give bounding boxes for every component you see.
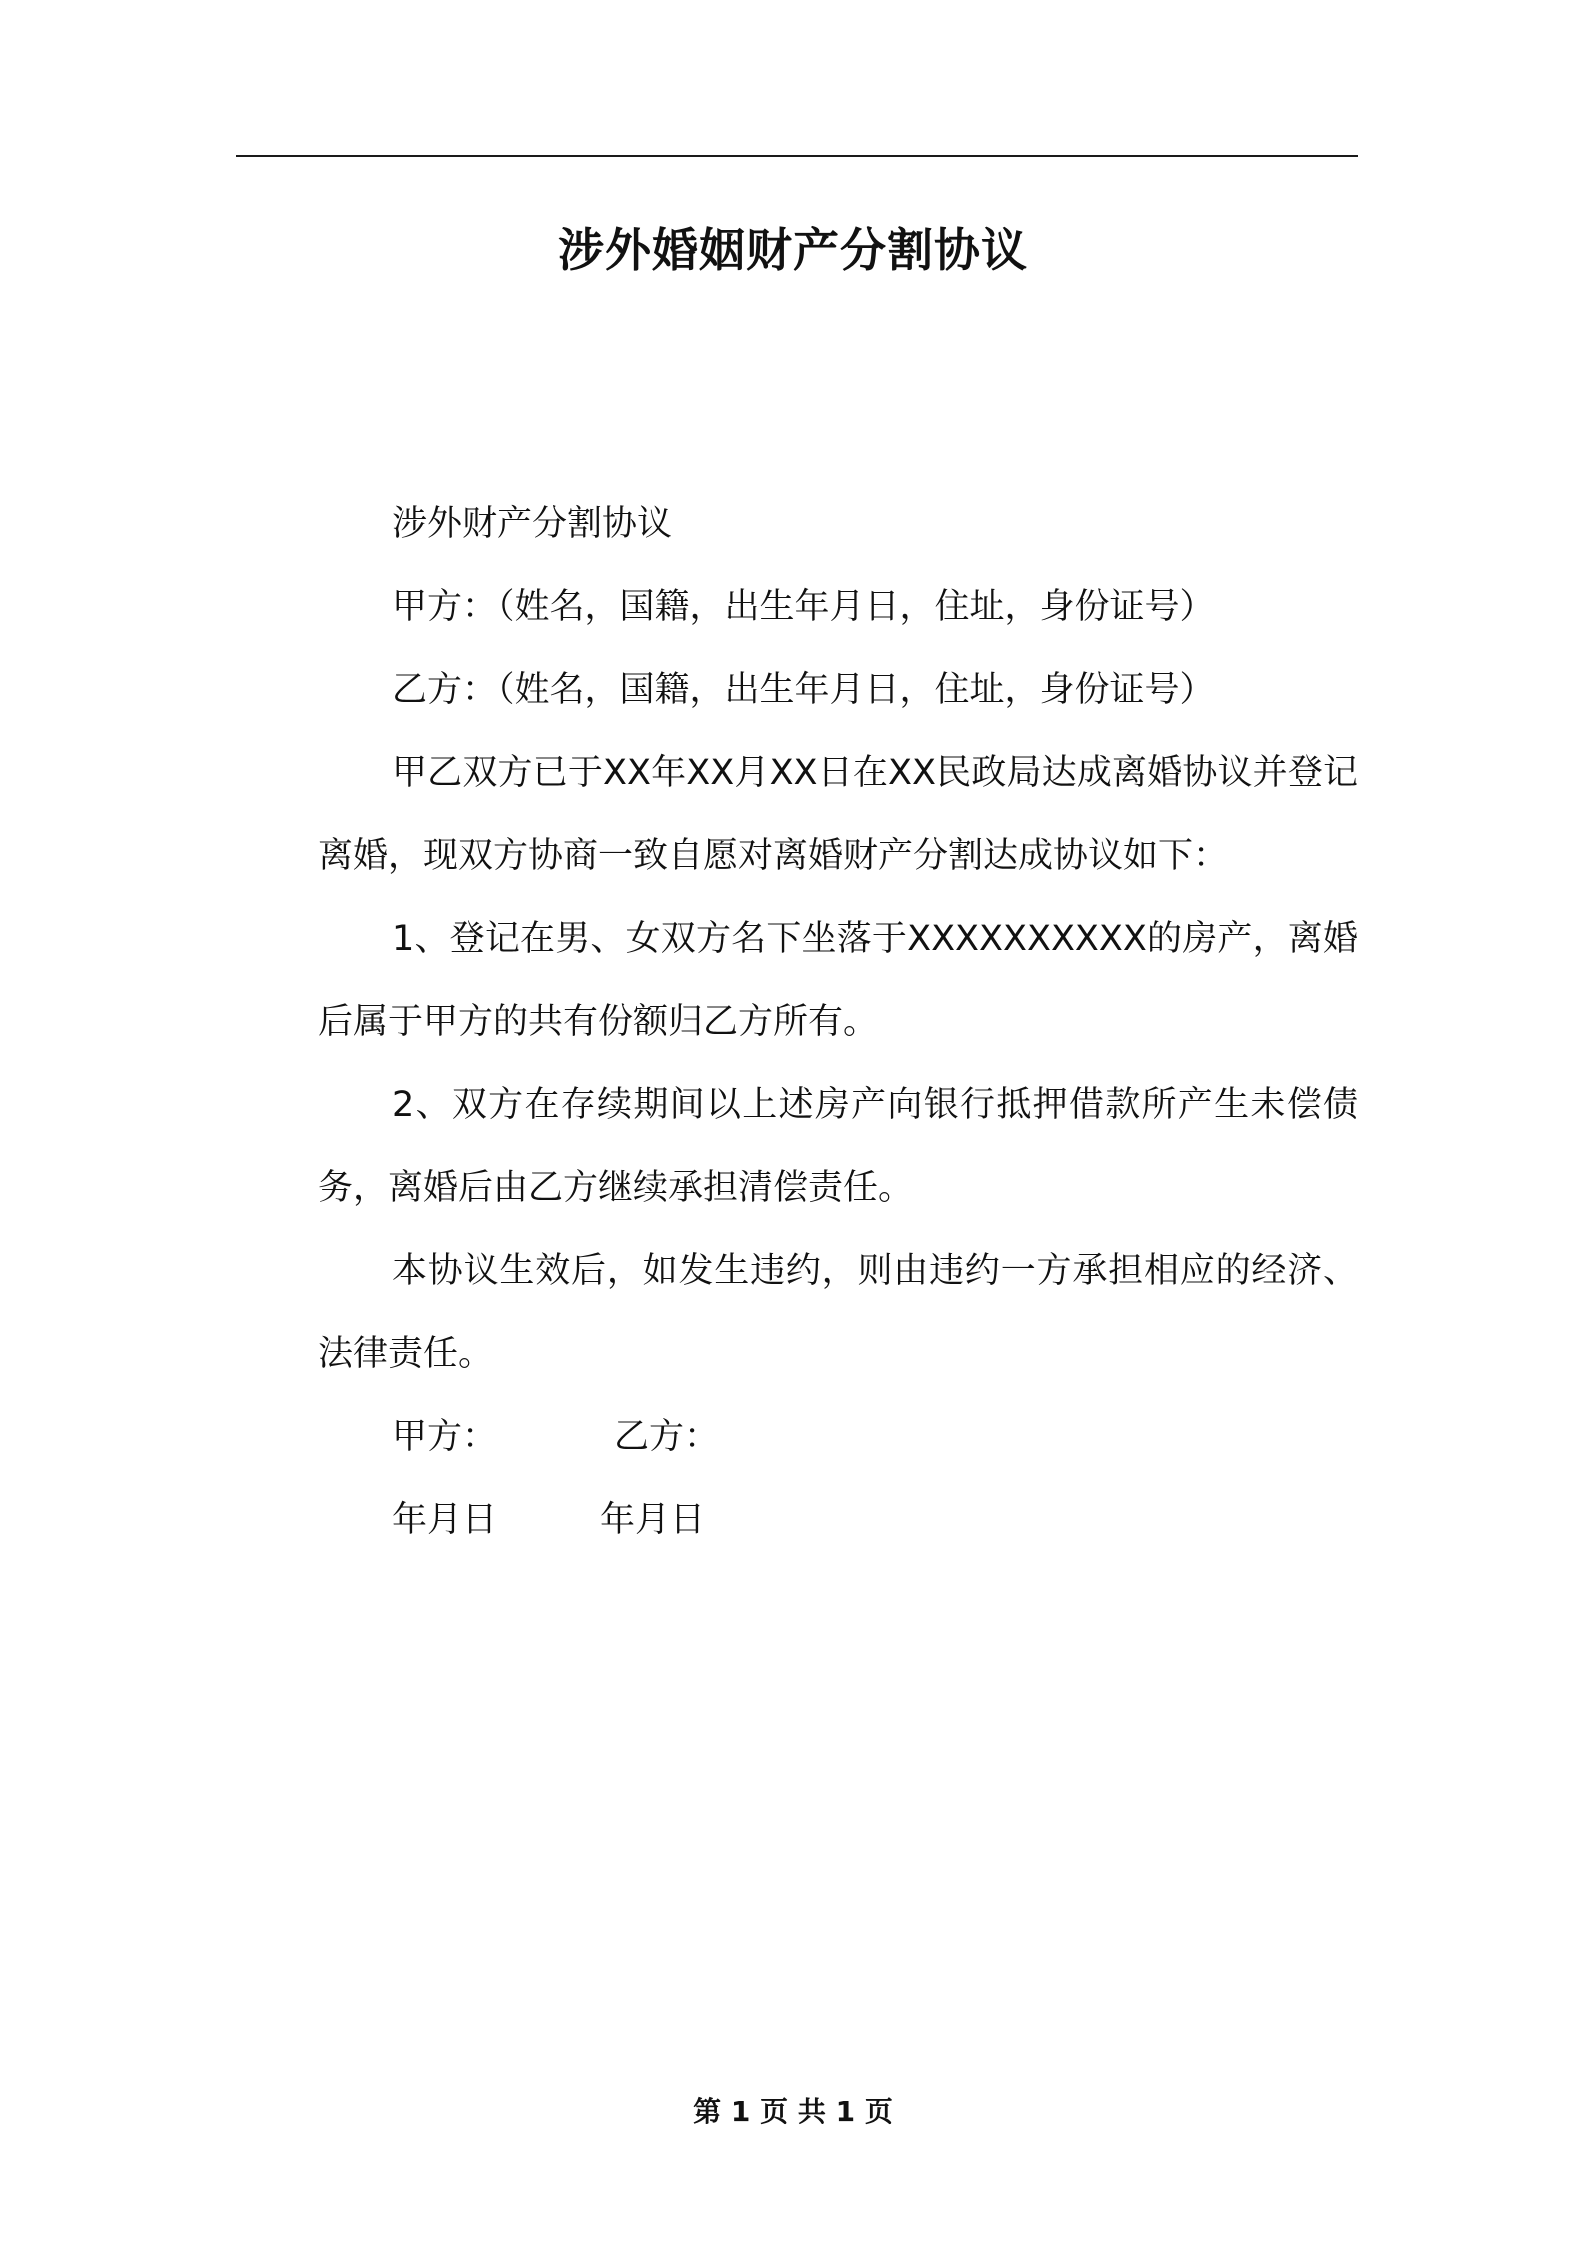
document-title: 涉外婚姻财产分割协议 bbox=[558, 223, 1028, 277]
clause-2: 2、双方在存续期间以上述房产向银行抵押借款所产生未偿债务，离婚后由乙方继续承担清偿责任。 bbox=[318, 1085, 1358, 1208]
party-b-signature-label: 乙方： bbox=[614, 1417, 720, 1457]
header-rule bbox=[236, 155, 1358, 157]
party-a-info: 甲方：（姓名，国籍，出生年月日，住址，身份证号） bbox=[392, 587, 1215, 627]
clause-1: 1、登记在男、女双方名下坐落于XXXXXXXXXX的房产，离婚后属于甲方的共有份额归乙方所有。 bbox=[318, 919, 1358, 1042]
breach-clause: 本协议生效后，如发生违约，则由违约一方承担相应的经济、法律责任。 bbox=[318, 1251, 1358, 1374]
subtitle-paragraph: 涉外财产分割协议 bbox=[392, 504, 673, 544]
page-number-footer: 第 1 页 共 1 页 bbox=[693, 2095, 893, 2128]
document-body bbox=[318, 483, 1358, 1562]
signature-parties-line bbox=[318, 1396, 1358, 1479]
party-a-date: 年月日 bbox=[392, 1500, 498, 1540]
party-a-signature-label: 甲方： bbox=[392, 1417, 498, 1457]
signature-dates-line bbox=[318, 1479, 1358, 1562]
agreement-intro: 甲乙双方已于XX年XX月XX日在XX民政局达成离婚协议并登记离婚，现双方协商一致自愿对离婚财产分割达成协议如下： bbox=[318, 753, 1358, 876]
party-b-info: 乙方：（姓名，国籍，出生年月日，住址，身份证号） bbox=[392, 670, 1215, 710]
party-b-date: 年月日 bbox=[600, 1500, 706, 1540]
